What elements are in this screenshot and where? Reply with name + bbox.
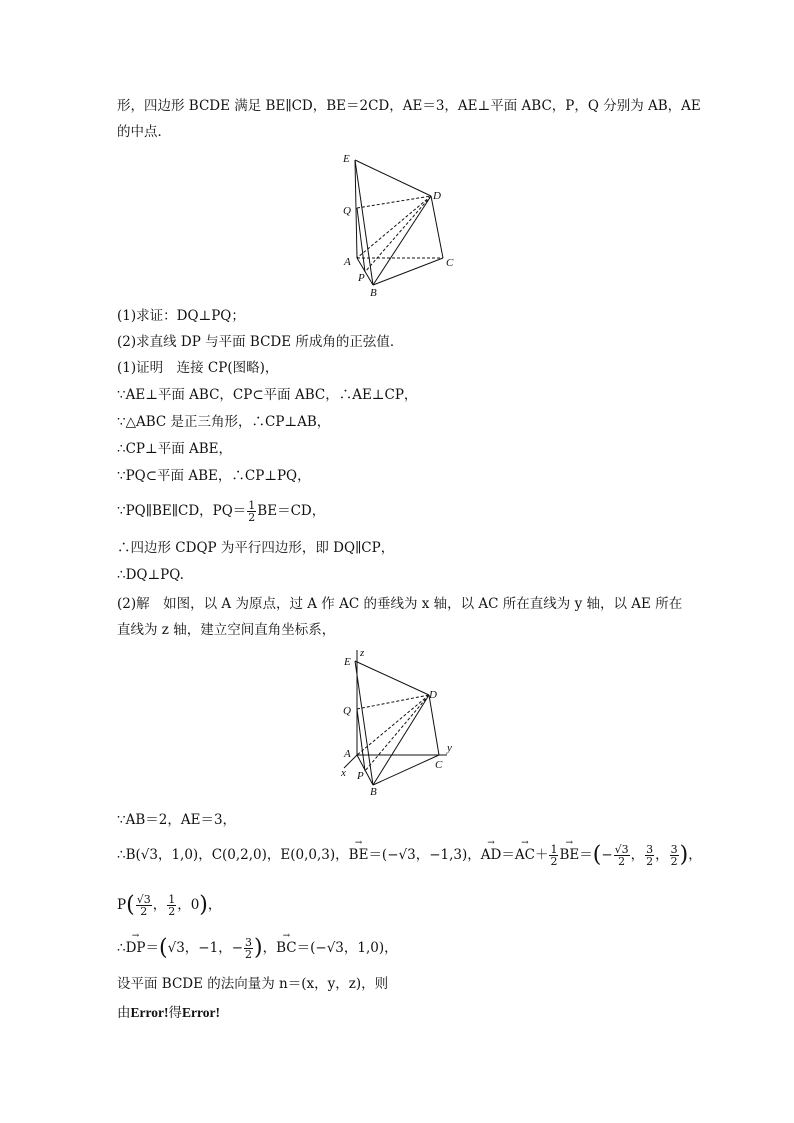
paren-open-dp: ( bbox=[159, 935, 168, 961]
label-p: P bbox=[357, 770, 364, 782]
paren-open: ( bbox=[592, 842, 602, 868]
edge-da bbox=[357, 196, 431, 258]
proof-line-1: (1)证明 连接 CP(图略)， bbox=[117, 360, 279, 376]
edge-ed bbox=[355, 661, 429, 695]
solution-line-6: ∴→ DP＝(√3，−1，− $\frac{3}{2}$ )，→ BC＝(−√3，1,0)， bbox=[117, 937, 398, 960]
proof-line-6-pre: ∵PQ∥BE∥CD，PQ＝ bbox=[117, 503, 247, 519]
figure-2 bbox=[335, 645, 465, 800]
problem-line-2: 的中点． bbox=[117, 124, 171, 140]
proof-line-8: ∴DQ⊥PQ. bbox=[117, 567, 184, 583]
label-y: y bbox=[447, 742, 452, 754]
fraction-r1: $\frac{√3}{2}$ bbox=[614, 843, 629, 868]
label-q: Q bbox=[343, 705, 351, 717]
label-x: x bbox=[341, 767, 346, 779]
proof-line-4: ∴CP⊥平面 ABE， bbox=[117, 441, 233, 457]
figure-1 bbox=[335, 148, 465, 298]
error-field-2: Error! bbox=[181, 1005, 220, 1020]
text-you: 由 bbox=[117, 1005, 131, 1021]
edge-dc bbox=[429, 695, 439, 755]
coords-bce: ∴B(√3，1,0)，C(0,2,0)，E(0,0,3)， bbox=[117, 847, 349, 863]
solution-line-8 bbox=[117, 1003, 220, 1023]
proof-line-3: ∵△ABC 是正三角形，∴CP⊥AB， bbox=[117, 414, 331, 430]
vector-be: → BE bbox=[349, 845, 369, 865]
vector-be-2: → BE bbox=[559, 845, 579, 865]
proof-line-6-post: BE＝CD， bbox=[257, 503, 326, 519]
edge-dp bbox=[365, 196, 431, 272]
plus-sign: ＋ bbox=[534, 847, 549, 863]
solution-line-5: P( $\frac{√3}{2}$ ， $\frac{1}{2}$ ，0)， bbox=[117, 892, 222, 918]
edge-ed bbox=[355, 160, 431, 196]
point-p-z: 0 bbox=[190, 897, 200, 913]
label-e: E bbox=[343, 153, 350, 165]
edge-db bbox=[373, 695, 429, 785]
fraction-px: $\frac{√3}{2}$ bbox=[136, 893, 151, 918]
solution-line-4: ∴B(√3，1,0)，C(0,2,0)，E(0,0,3)，→ BE＝(−√3，−1,3)，→ AD＝→ AC＋ $\frac{1}{2}$ → BE＝(− $\frac{√3}{2}$ ， $\frac{3}{2}$ ， $\frac{3}{2}$ )， bbox=[117, 844, 702, 867]
vector-ac: → AC bbox=[515, 845, 535, 865]
fraction-dp-z: $\frac{3}{2}$ bbox=[245, 936, 253, 961]
question-2: (2)求直线 DP 与平面 BCDE 所成角的正弦值． bbox=[117, 334, 404, 350]
label-c: C bbox=[446, 257, 454, 269]
label-e: E bbox=[344, 656, 351, 668]
label-a: A bbox=[344, 748, 351, 760]
solution-line-1: (2)解 如图，以 A 为原点，过 A 作 AC 的垂线为 x 轴，以 AC 所在直线为 y 轴，以 AE 所在 bbox=[117, 596, 683, 612]
label-b: B bbox=[370, 786, 377, 798]
edge-qd bbox=[357, 695, 429, 709]
error-field-1: Error! bbox=[130, 1005, 169, 1020]
equals-sign-2: ＝ bbox=[579, 847, 593, 863]
text-de: 得 bbox=[168, 1005, 182, 1021]
edge-qp bbox=[357, 208, 365, 272]
solution-line-7: 设平面 BCDE 的法向量为 n＝(x，y，z)，则 bbox=[117, 976, 389, 992]
vector-be-value: ＝(−√3，−1,3)， bbox=[368, 847, 481, 863]
solution-line-2: 直线为 z 轴，建立空间直角坐标系， bbox=[117, 622, 336, 638]
label-d: D bbox=[433, 190, 441, 202]
proof-line-5: ∵PQ⊂平面 ABE，∴CP⊥PQ， bbox=[117, 468, 311, 484]
label-p: P bbox=[358, 272, 365, 284]
label-b: B bbox=[370, 287, 377, 298]
paren-open-p: ( bbox=[126, 892, 135, 918]
paren-close-dp: ) bbox=[254, 935, 263, 961]
fraction-r3: $\frac{3}{2}$ bbox=[670, 843, 678, 868]
problem-line-1: 形，四边形 BCDE 满足 BE∥CD，BE＝2CD，AE＝3，AE⊥平面 ABC，P，Q 分别为 AB，AE bbox=[117, 98, 701, 114]
vector-bc: → BC bbox=[276, 938, 297, 958]
edge-qd bbox=[357, 196, 431, 208]
fraction-py: $\frac{1}{2}$ bbox=[168, 893, 176, 918]
equals-sign-3: ＝ bbox=[145, 940, 160, 956]
label-q: Q bbox=[343, 205, 351, 217]
edge-dc bbox=[431, 196, 443, 258]
fraction-half-2: $\frac{1}{2}$ bbox=[550, 843, 558, 868]
vector-ad: → AD bbox=[481, 845, 502, 865]
fraction-half: $\frac{1}{2}$ bbox=[248, 499, 256, 524]
point-p: P bbox=[117, 897, 127, 913]
solution-line-3: ∵AB＝2，AE＝3， bbox=[117, 812, 237, 828]
paren-close: ) bbox=[679, 842, 689, 868]
proof-line-2: ∵AE⊥平面 ABC，CP⊂平面 ABC，∴AE⊥CP， bbox=[117, 387, 418, 403]
label-c: C bbox=[435, 759, 443, 771]
vector-bc-value: ＝(−√3，1,0)， bbox=[296, 940, 398, 956]
label-d: D bbox=[429, 689, 437, 701]
fraction-r2: $\frac{3}{2}$ bbox=[646, 843, 654, 868]
question-1: (1)求证：DQ⊥PQ； bbox=[117, 308, 245, 324]
edge-db bbox=[373, 196, 431, 285]
edge-dp bbox=[365, 695, 429, 771]
paren-close-p: ) bbox=[199, 892, 208, 918]
proof-line-6 bbox=[117, 500, 325, 523]
proof-line-7: ∴四边形 CDQP 为平行四边形，即 DQ∥CP， bbox=[117, 540, 395, 556]
edge-bc bbox=[373, 258, 443, 285]
label-z: z bbox=[360, 647, 365, 659]
label-a: A bbox=[344, 256, 351, 268]
vector-dp: → DP bbox=[126, 938, 146, 958]
equals-sign: ＝ bbox=[501, 847, 515, 863]
